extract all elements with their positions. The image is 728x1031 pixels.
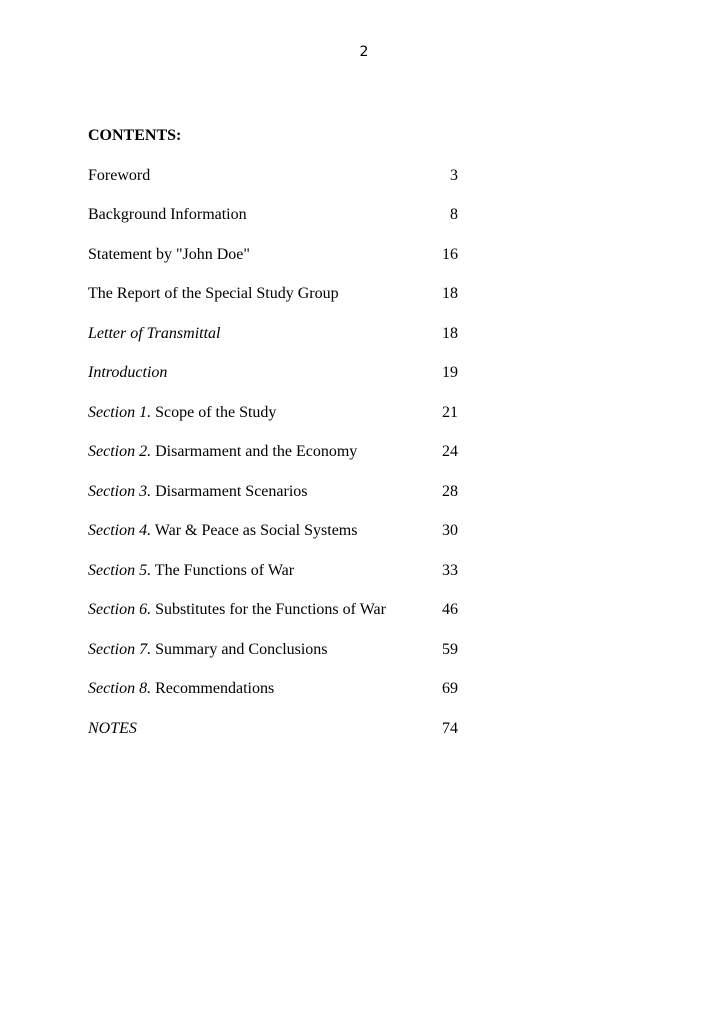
toc-entry bbox=[88, 361, 460, 401]
toc-entry bbox=[88, 677, 460, 717]
toc-entry-page-number: 21 bbox=[442, 403, 458, 421]
page-number: 2 bbox=[359, 44, 369, 60]
toc-entry bbox=[88, 322, 460, 362]
toc-entry-title bbox=[88, 519, 357, 543]
toc-entry-title bbox=[88, 203, 247, 227]
toc-entry-title-text: Statement by "John Doe" bbox=[88, 245, 250, 263]
toc-entry-title-text: The Report of the Special Study Group bbox=[88, 285, 339, 302]
toc-entry-section-label: Section 2. bbox=[88, 443, 152, 460]
toc-entry-title bbox=[88, 243, 250, 267]
toc-entry-title-text: Introduction bbox=[88, 364, 168, 381]
toc-entry bbox=[88, 440, 460, 480]
toc-entry-title bbox=[88, 164, 150, 188]
toc-entry-title-text: Letter of Transmittal bbox=[88, 324, 221, 342]
toc-entry-title-text: Recommendations bbox=[151, 680, 275, 697]
toc-entry-title-text: NOTES bbox=[88, 719, 137, 737]
toc-entry bbox=[88, 243, 460, 283]
toc-entry-title bbox=[88, 361, 167, 385]
toc-entry bbox=[88, 559, 460, 599]
toc-entry-title-text: Scope of the Study bbox=[151, 403, 277, 421]
toc-entry-page-number: 33 bbox=[442, 561, 458, 579]
toc-entry-page-number: 69 bbox=[442, 680, 458, 697]
toc-entry-section-label: Section 7. bbox=[88, 640, 152, 658]
toc-entry bbox=[88, 282, 460, 322]
toc-entry-title-text: War & Peace as Social Systems bbox=[151, 522, 358, 539]
toc-entry bbox=[88, 598, 460, 638]
toc-entry-title-text: Disarmament Scenarios bbox=[151, 482, 308, 500]
toc-entry-title bbox=[88, 559, 294, 583]
toc-entry bbox=[88, 519, 460, 559]
toc-entry-title-text: The Functions of War bbox=[151, 561, 295, 579]
toc-entry bbox=[88, 401, 460, 441]
toc-entry-page-number: 59 bbox=[442, 640, 458, 658]
toc-entry-page-number: 18 bbox=[442, 285, 458, 302]
toc-entry-section-label: Section 5. bbox=[88, 561, 152, 579]
toc-entry-section-label: Section 4. bbox=[88, 522, 152, 539]
toc-list bbox=[88, 164, 460, 757]
toc-entry-title bbox=[88, 322, 220, 346]
toc-entry bbox=[88, 480, 460, 520]
toc-entry-section-label: Section 8. bbox=[88, 680, 152, 697]
toc-entry bbox=[88, 638, 460, 678]
toc-entry-section-label: Section 3. bbox=[88, 482, 152, 500]
toc-entry-title-text: Summary and Conclusions bbox=[151, 640, 328, 658]
toc-entry-page-number: 24 bbox=[442, 443, 458, 460]
toc-entry-title-text: Background Information bbox=[88, 206, 247, 223]
toc-entry-title bbox=[88, 480, 308, 504]
toc-entry-title bbox=[88, 638, 328, 662]
toc-entry-page-number: 16 bbox=[442, 245, 458, 263]
table-of-contents bbox=[88, 124, 460, 756]
toc-entry-title bbox=[88, 282, 339, 306]
toc-entry-section-label: Section 1. bbox=[88, 403, 152, 421]
toc-entry-title-text: Disarmament and the Economy bbox=[151, 443, 358, 460]
toc-entry-page-number: 18 bbox=[442, 324, 458, 342]
toc-entry bbox=[88, 164, 460, 204]
toc-entry-page-number: 8 bbox=[450, 206, 458, 223]
toc-entry bbox=[88, 203, 460, 243]
toc-entry-title bbox=[88, 440, 357, 464]
toc-entry-title bbox=[88, 401, 276, 425]
toc-entry-page-number: 3 bbox=[450, 166, 458, 184]
toc-entry-title-text: Foreword bbox=[88, 166, 151, 184]
toc-entry-page-number: 28 bbox=[442, 482, 458, 500]
toc-entry-page-number: 46 bbox=[442, 601, 458, 618]
toc-entry-page-number: 74 bbox=[442, 719, 458, 737]
contents-heading: CONTENTS: bbox=[88, 127, 182, 144]
toc-entry-page-number: 30 bbox=[442, 522, 458, 539]
toc-entry-title bbox=[88, 717, 137, 741]
toc-entry-title bbox=[88, 677, 274, 701]
toc-entry-page-number: 19 bbox=[442, 364, 458, 381]
toc-entry bbox=[88, 717, 460, 757]
toc-entry-section-label: Section 6. bbox=[88, 601, 152, 618]
toc-entry-title-text: Substitutes for the Functions of War bbox=[151, 601, 386, 618]
toc-entry-title bbox=[88, 598, 386, 622]
